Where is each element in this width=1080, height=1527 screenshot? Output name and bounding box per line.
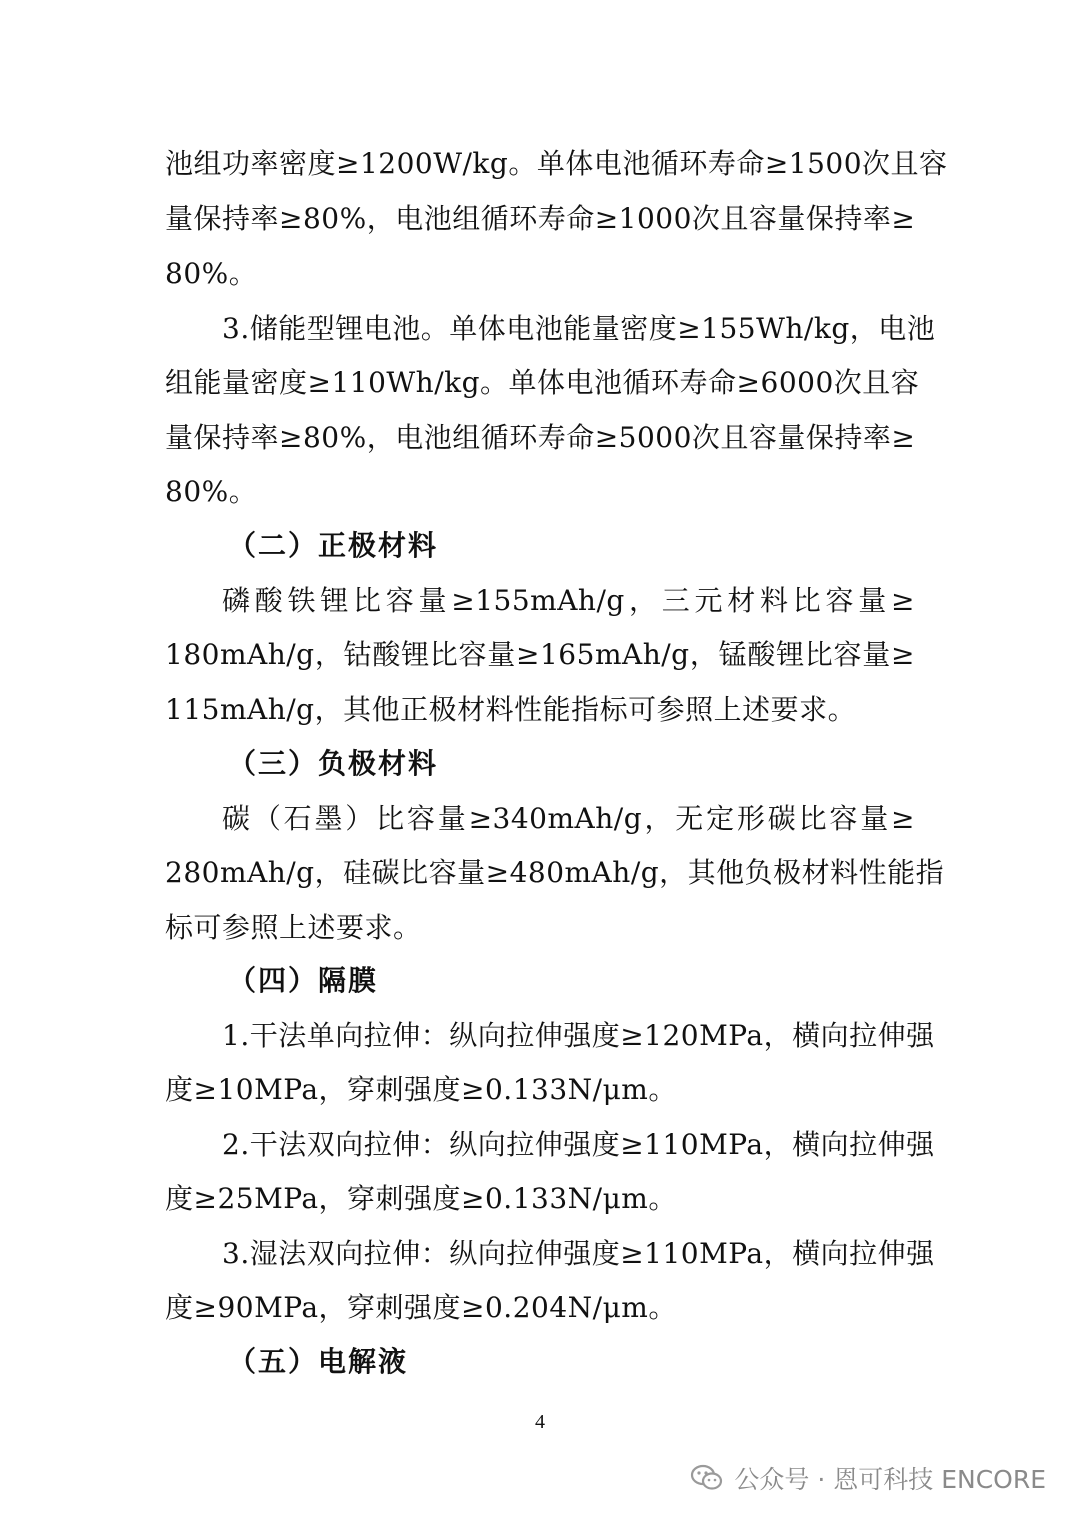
section-heading: （三）负极材料 [228,747,439,780]
body-line: 标可参照上述要求。 [165,911,422,944]
body-line: 3.湿法双向拉伸：纵向拉伸强度≥110MPa，横向拉伸强 [222,1237,935,1270]
wechat-icon [690,1463,724,1493]
body-line: 池组功率密度≥1200W/kg。单体电池循环寿命≥1500次且容 [165,147,948,180]
body-line: 180mAh/g，钴酸锂比容量≥165mAh/g，锰酸锂比容量≥ [165,638,915,671]
body-line: 度≥25MPa，穿刺强度≥0.133N/μm。 [165,1182,677,1215]
body-line: 80%。 [165,475,258,508]
body-line: 2.干法双向拉伸：纵向拉伸强度≥110MPa，横向拉伸强 [222,1128,935,1161]
body-line: 80%。 [165,257,258,290]
body-line: 115mAh/g，其他正极材料性能指标可参照上述要求。 [165,693,857,726]
body-line: 量保持率≥80%，电池组循环寿命≥1000次且容量保持率≥ [165,202,916,235]
section-heading: （二）正极材料 [228,529,439,562]
body-line: 碳（石墨）比容量≥340mAh/g，无定形碳比容量≥ [222,802,915,835]
footer-brand-text: 公众号 · 恩可科技 ENCORE [734,1465,1046,1494]
body-line: 1.干法单向拉伸：纵向拉伸强度≥120MPa，横向拉伸强 [222,1019,935,1052]
page-number: 4 [535,1411,545,1433]
section-heading: （五）电解液 [228,1345,409,1378]
footer-watermark [690,1458,1046,1498]
section-heading: （四）隔膜 [228,964,379,997]
body-line: 度≥90MPa，穿刺强度≥0.204N/μm。 [165,1291,677,1324]
body-line: 量保持率≥80%，电池组循环寿命≥5000次且容量保持率≥ [165,421,916,454]
body-line: 组能量密度≥110Wh/kg。单体电池循环寿命≥6000次且容 [165,366,920,399]
body-line: 3.储能型锂电池。单体电池能量密度≥155Wh/kg，电池 [222,312,936,345]
body-line: 磷酸铁锂比容量≥155mAh/g，三元材料比容量≥ [222,584,915,617]
body-line: 280mAh/g，硅碳比容量≥480mAh/g，其他负极材料性能指 [165,856,945,889]
body-line: 度≥10MPa，穿刺强度≥0.133N/μm。 [165,1073,677,1106]
